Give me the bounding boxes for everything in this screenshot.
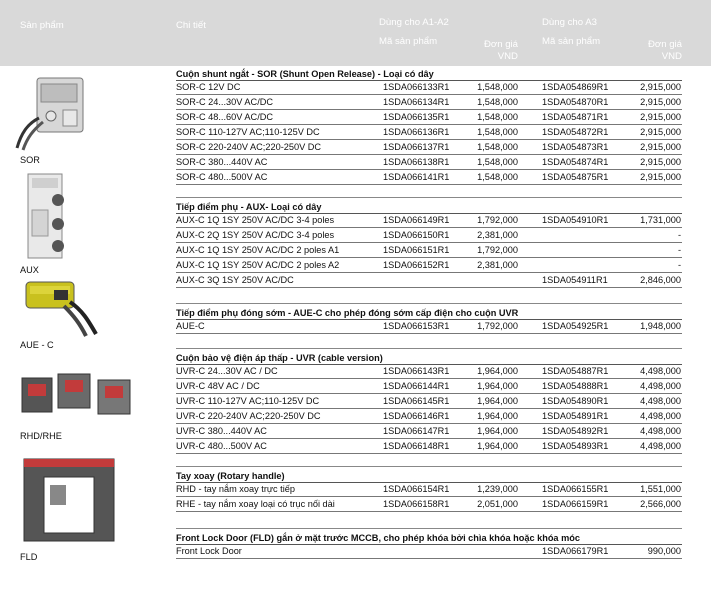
table-row	[176, 409, 682, 424]
table-row	[176, 140, 682, 155]
row-description: AUX-C 3Q 1SY 250V AC/DC	[176, 275, 294, 285]
row-price-b: 1,948,000	[640, 321, 681, 331]
table-row	[176, 258, 682, 273]
row-code-b: 1SDA054875R1	[542, 172, 609, 182]
row-price-a: 1,548,000	[477, 172, 518, 182]
header-price-a: Đơn giá	[483, 39, 518, 50]
aue-device-icon	[20, 276, 110, 338]
row-code-b: 1SDA066159R1	[542, 499, 609, 509]
rotary-handle-icon	[20, 370, 136, 420]
sor-device-icon	[15, 74, 93, 152]
row-price-a: 1,792,000	[477, 245, 518, 255]
header-detail: Chi tiết	[176, 20, 206, 31]
table-row	[176, 424, 682, 439]
section-title: Tay xoay (Rotary handle)	[176, 470, 682, 483]
row-price-a: 1,548,000	[477, 127, 518, 137]
row-code-a: 1SDA066141R1	[383, 172, 450, 182]
table-row	[176, 439, 682, 454]
row-code-a: 1SDA066149R1	[383, 215, 450, 225]
table-row	[176, 544, 682, 559]
row-price-b: -	[677, 245, 681, 255]
row-code-b: 1SDA054874R1	[542, 157, 609, 167]
row-price-b: 2,915,000	[640, 112, 681, 122]
table-header	[0, 0, 711, 66]
row-code-b: 1SDA054869R1	[542, 82, 609, 92]
row-price-a: 1,239,000	[477, 484, 518, 494]
row-code-b: 1SDA054888R1	[542, 381, 609, 391]
row-description: SOR-C 24...30V AC/DC	[176, 97, 274, 107]
table-row	[176, 170, 682, 185]
row-price-b: 2,915,000	[640, 172, 681, 182]
row-code-a: 1SDA066135R1	[383, 112, 450, 122]
table-row	[176, 243, 682, 258]
row-description: Front Lock Door	[176, 546, 242, 556]
row-description: AUE-C	[176, 321, 205, 331]
row-description: UVR-C 220-240V AC;220-250V DC	[176, 411, 321, 421]
row-description: UVR-C 24...30V AC / DC	[176, 366, 278, 376]
row-price-b: 990,000	[647, 546, 681, 556]
row-code-a: 1SDA066136R1	[383, 127, 450, 137]
row-code-a: 1SDA066144R1	[383, 381, 450, 391]
table-row	[176, 319, 682, 334]
row-description: AUX-C 1Q 1SY 250V AC/DC 2 poles A2	[176, 260, 340, 270]
row-code-b: 1SDA054890R1	[542, 396, 609, 406]
section-title: Front Lock Door (FLD) gắn ở mặt trước MCCB, cho phép khóa bởi chìa khóa hoặc khóa móc	[176, 532, 682, 545]
header-unit-a: VND	[497, 51, 518, 62]
section-divider	[176, 466, 682, 467]
table-row	[176, 80, 682, 95]
row-price-a: 1,964,000	[477, 381, 518, 391]
row-code-b: 1SDA054872R1	[542, 127, 609, 137]
row-price-a: 2,381,000	[477, 230, 518, 240]
header-group-b: Dùng cho A3	[542, 17, 597, 28]
row-code-a: 1SDA066134R1	[383, 97, 450, 107]
row-price-b: 4,498,000	[640, 381, 681, 391]
table-row	[176, 497, 682, 512]
row-description: UVR-C 48V AC / DC	[176, 381, 260, 391]
table-row	[176, 394, 682, 409]
row-code-a: 1SDA066133R1	[383, 82, 450, 92]
section-divider	[176, 197, 682, 198]
row-price-b: 4,498,000	[640, 441, 681, 451]
row-code-b: 1SDA054911R1	[542, 275, 608, 285]
row-price-b: -	[677, 260, 681, 270]
row-description: UVR-C 110-127V AC;110-125V DC	[176, 396, 320, 406]
row-code-a: 1SDA066146R1	[383, 411, 450, 421]
row-code-a: 1SDA066151R1	[383, 245, 450, 255]
row-code-b: 1SDA054873R1	[542, 142, 609, 152]
row-code-a: 1SDA066147R1	[383, 426, 450, 436]
row-price-b: 4,498,000	[640, 396, 681, 406]
row-code-a: 1SDA066138R1	[383, 157, 450, 167]
row-code-b: 1SDA054892R1	[542, 426, 609, 436]
row-price-b: 1,731,000	[640, 215, 681, 225]
row-description: SOR-C 480...500V AC	[176, 172, 268, 182]
thumb-label-sor: SOR	[20, 155, 40, 165]
table-row	[176, 228, 682, 243]
row-code-a: 1SDA066153R1	[383, 321, 450, 331]
row-price-b: -	[677, 230, 681, 240]
row-code-a: 1SDA066137R1	[383, 142, 450, 152]
table-row	[176, 273, 682, 288]
row-price-a: 1,964,000	[477, 441, 518, 451]
row-price-a: 1,548,000	[477, 157, 518, 167]
row-price-b: 4,498,000	[640, 411, 681, 421]
row-description: AUX-C 1Q 1SY 250V AC/DC 2 poles A1	[176, 245, 340, 255]
row-description: UVR-C 380...440V AC	[176, 426, 267, 436]
row-price-b: 4,498,000	[640, 426, 681, 436]
row-price-b: 4,498,000	[640, 366, 681, 376]
row-price-a: 1,792,000	[477, 215, 518, 225]
row-price-b: 2,915,000	[640, 157, 681, 167]
section-title: Cuộn shunt ngắt - SOR (Shunt Open Release) - Loại có dây	[176, 68, 682, 81]
header-price-b: Đơn giá	[647, 39, 682, 50]
row-price-a: 2,051,000	[477, 499, 518, 509]
row-price-a: 1,964,000	[477, 366, 518, 376]
row-price-b: 2,566,000	[640, 499, 681, 509]
section-title: Tiếp điểm phụ đóng sớm - AUE-C cho phép đóng sớm cấp điện cho cuộn UVR	[176, 307, 682, 320]
row-code-b: 1SDA066155R1	[542, 484, 609, 494]
table-row	[176, 379, 682, 394]
row-description: SOR-C 220-240V AC;220-250V DC	[176, 142, 322, 152]
row-price-a: 1,548,000	[477, 112, 518, 122]
table-row	[176, 95, 682, 110]
row-description: SOR-C 380...440V AC	[176, 157, 268, 167]
row-code-b: 1SDA054893R1	[542, 441, 609, 451]
row-code-b: 1SDA054925R1	[542, 321, 609, 331]
row-code-b: 1SDA054870R1	[542, 97, 609, 107]
row-description: SOR-C 110-127V AC;110-125V DC	[176, 127, 320, 137]
header-product: Sản phẩm	[20, 20, 64, 31]
row-description: AUX-C 2Q 1SY 250V AC/DC 3-4 poles	[176, 230, 335, 240]
row-description: RHE - tay nắm xoay loại có trục nối dài	[176, 499, 335, 509]
row-price-a: 1,792,000	[477, 321, 518, 331]
table-row	[176, 213, 682, 228]
row-code-a: 1SDA066158R1	[383, 499, 450, 509]
section-divider	[176, 348, 682, 349]
row-code-a: 1SDA066154R1	[383, 484, 450, 494]
section-divider	[176, 528, 682, 529]
header-group-a: Dùng cho A1-A2	[379, 17, 449, 28]
thumb-label-aux: AUX	[20, 265, 39, 275]
header-code-a: Mã sản phẩm	[379, 36, 438, 47]
section-title: Cuộn bảo vệ điện áp thấp - UVR (cable version)	[176, 352, 682, 365]
row-price-a: 2,381,000	[477, 260, 518, 270]
row-price-b: 1,551,000	[640, 484, 681, 494]
row-price-b: 2,915,000	[640, 127, 681, 137]
row-code-a: 1SDA066152R1	[383, 260, 450, 270]
row-description: UVR-C 480...500V AC	[176, 441, 267, 451]
row-code-b: 1SDA054910R1	[542, 215, 609, 225]
front-lock-door-icon	[20, 455, 120, 545]
section-title: Tiếp điểm phụ - AUX- Loại có dây	[176, 201, 682, 214]
row-price-b: 2,915,000	[640, 97, 681, 107]
row-price-b: 2,846,000	[640, 275, 681, 285]
row-price-b: 2,915,000	[640, 82, 681, 92]
row-code-b: 1SDA066179R1	[542, 546, 609, 556]
row-price-a: 1,964,000	[477, 426, 518, 436]
row-code-a: 1SDA066145R1	[383, 396, 450, 406]
row-price-b: 2,915,000	[640, 142, 681, 152]
row-description: AUX-C 1Q 1SY 250V AC/DC 3-4 poles	[176, 215, 335, 225]
row-price-a: 1,964,000	[477, 396, 518, 406]
table-row	[176, 364, 682, 379]
row-code-a: 1SDA066148R1	[383, 441, 450, 451]
thumb-label-aue: AUE - C	[20, 340, 54, 350]
table-row	[176, 110, 682, 125]
row-code-a: 1SDA066150R1	[383, 230, 450, 240]
row-price-a: 1,548,000	[477, 97, 518, 107]
row-description: SOR-C 12V DC	[176, 82, 241, 92]
row-code-b: 1SDA054891R1	[542, 411, 609, 421]
thumb-label-rhd-rhe: RHD/RHE	[20, 431, 62, 441]
row-code-b: 1SDA054871R1	[542, 112, 609, 122]
row-description: SOR-C 48...60V AC/DC	[176, 112, 274, 122]
table-row	[176, 125, 682, 140]
table-row	[176, 482, 682, 497]
row-price-a: 1,548,000	[477, 142, 518, 152]
row-code-b: 1SDA054887R1	[542, 366, 609, 376]
header-unit-b: VND	[661, 51, 682, 62]
section-divider	[176, 303, 682, 304]
row-description: RHD - tay nắm xoay trực tiếp	[176, 484, 295, 494]
thumb-label-fld: FLD	[20, 552, 38, 562]
row-price-a: 1,964,000	[477, 411, 518, 421]
header-code-b: Mã sản phẩm	[542, 36, 601, 47]
aux-contact-icon	[20, 170, 70, 264]
table-row	[176, 155, 682, 170]
row-price-a: 1,548,000	[477, 82, 518, 92]
row-code-a: 1SDA066143R1	[383, 366, 450, 376]
